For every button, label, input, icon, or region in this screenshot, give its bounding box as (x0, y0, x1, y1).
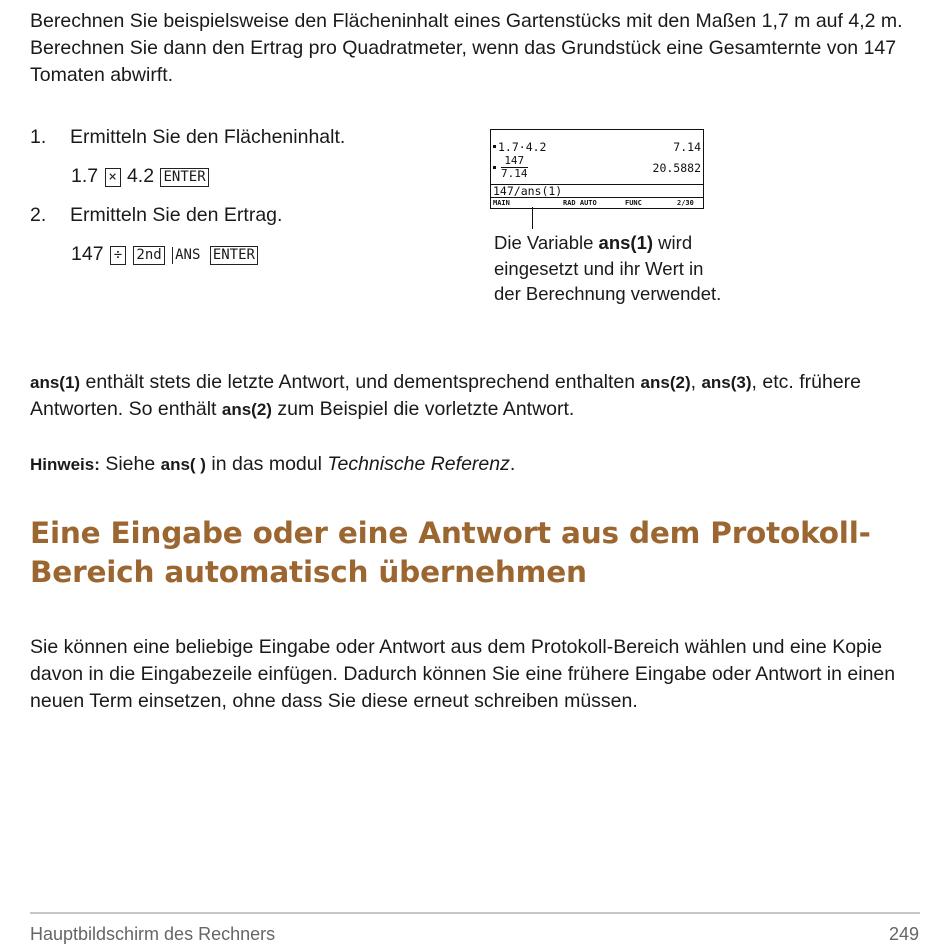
enter-key: ENTER (210, 246, 258, 265)
section-heading: Eine Eingabe oder eine Antwort aus dem Protokoll-Bereich automatisch übernehmen (30, 516, 871, 589)
keystroke-value: 147 (71, 243, 104, 265)
step-2 (30, 202, 282, 228)
page-number: 249 (888, 924, 919, 944)
status-bar (491, 197, 703, 208)
fraction-expression (501, 155, 528, 180)
hint-note: Hinweis: Siehe ans( ) in das modul Technische Referenz. (30, 453, 516, 475)
fraction-denominator: 7.14 (501, 167, 528, 180)
footer-divider (30, 912, 920, 914)
status-mode: MAIN (493, 199, 510, 207)
step-1-keystrokes (71, 163, 210, 189)
status-history-count: 2/30 (677, 199, 694, 207)
divide-key: ÷ (110, 246, 126, 265)
second-key: 2nd (133, 246, 164, 265)
bullet-icon (493, 145, 496, 148)
step-text: Ermitteln Sie den Ertrag. (70, 204, 283, 226)
step-2-keystrokes (71, 241, 259, 267)
status-graph-mode: FUNC (625, 199, 642, 207)
entry-line: 147/ans(1) (493, 184, 563, 198)
history-result: 20.5882 (652, 161, 701, 175)
history-row-2 (493, 154, 701, 180)
history-result: 7.14 (673, 140, 701, 154)
reference-title: Technische Referenz (327, 453, 510, 475)
status-angle: RAD AUTO (563, 199, 597, 207)
calculator-screen (490, 129, 704, 209)
step-number: 2. (30, 204, 47, 226)
step-1 (30, 124, 345, 150)
step-number: 1. (30, 126, 47, 148)
keystroke-value: 4.2 (126, 165, 155, 187)
bullet-icon (493, 166, 496, 169)
multiply-key: × (105, 168, 121, 187)
step-text: Ermitteln Sie den Flächeninhalt. (70, 126, 346, 148)
intro-paragraph: Berechnen Sie beispielsweise den Flächeninhalt eines Gartenstücks mit den Maßen 1,7 m auf 4,2 m. Berechnen Sie dann den Ertrag pro Quadratmeter, wenn das Grundstück eine Gesamternte von 147 Tomaten abwirft. (30, 10, 903, 86)
body-paragraph: Sie können eine beliebige Eingabe oder Antwort aus dem Protokoll-Bereich wählen und eine Kopie davon in die Eingabezeile einfügen. Dadurch können Sie eine frühere Eingabe oder Antwort in einen neuen Term einsetzen, ohne dass Sie diese erneut schreiben müssen. (30, 636, 896, 712)
history-row-1 (493, 141, 701, 154)
screen-caption: Die Variable ans(1) wird eingesetzt und ihr Wert in der Berechnung verwendet. (494, 232, 722, 304)
enter-key: ENTER (160, 168, 208, 187)
keystroke-value: 1.7 (71, 165, 99, 187)
ans-paragraph: ans(1) enthält stets die letzte Antwort, und dementsprechend enthalten ans(2), ans(3), etc. frühere Antworten. So enthält ans(2) zum Beispiel die vorletzte Antwort. (30, 371, 861, 420)
history-expression: 1.7·4.2 (498, 140, 547, 154)
ans-key: ANS (172, 247, 202, 264)
callout-pointer (532, 207, 533, 229)
fraction-numerator: 147 (504, 154, 525, 167)
footer-title: Hauptbildschirm des Rechners (30, 924, 276, 944)
